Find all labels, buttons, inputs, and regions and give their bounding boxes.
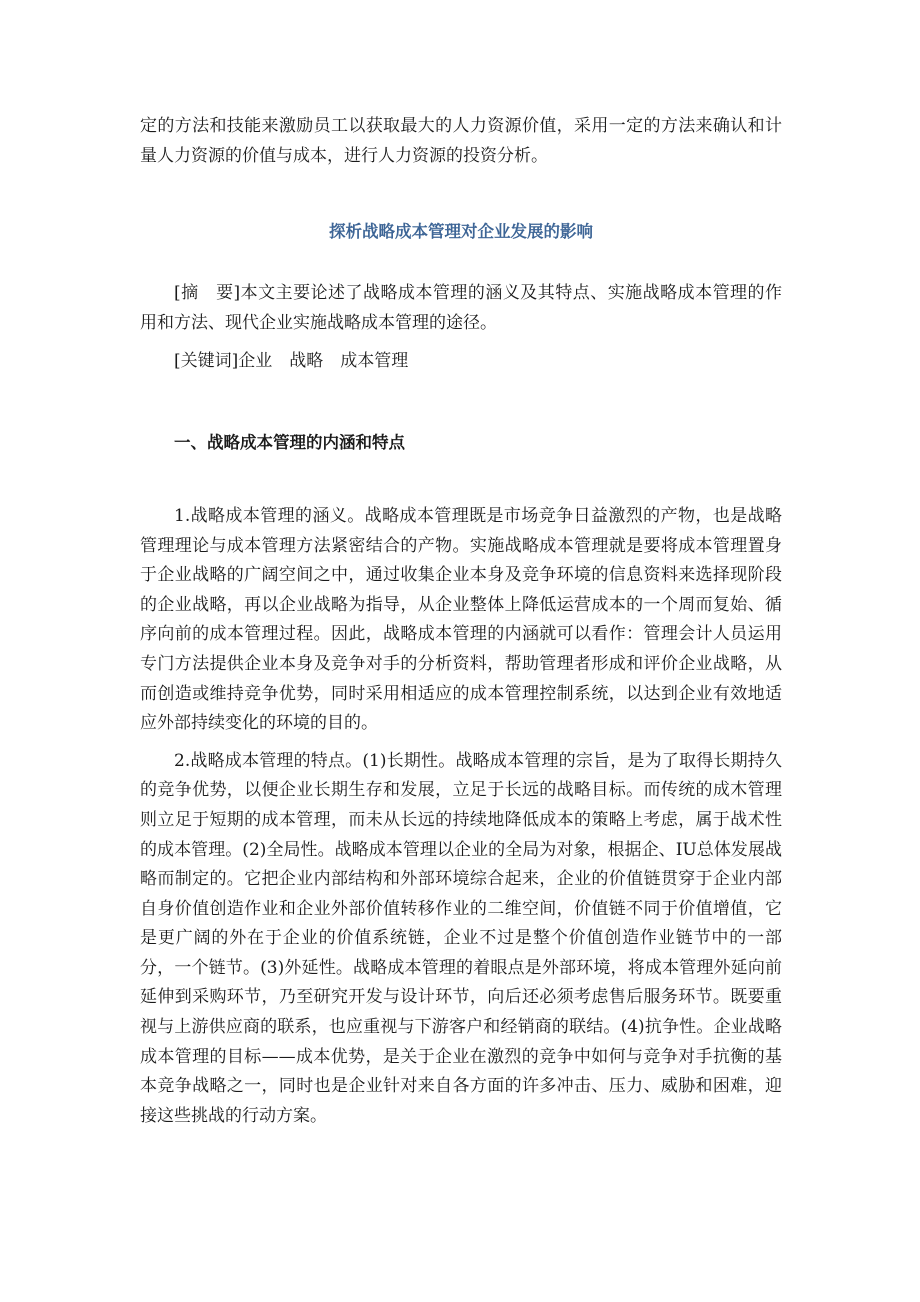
spacer [140, 244, 782, 279]
spacer [140, 338, 782, 347]
spacer [140, 171, 782, 220]
body-paragraph-2: 2.战略成本管理的特点。(1)长期性。战略成本管理的宗旨，是为了取得长期持久的竞争优势，以便企业长期生存和发展，立足于长远的战略目标。而传统的成木管理则立足于短期的成本管理，而未从长远的持续地降低成本的策略上考虑，属于战术性的成本管理。(2)全局性。战略成本管理以企业的全局为对象，根据企、IU总体发展战略而制定的。它把企业内部结构和外部环境综合起来，企业的价值链贯穿于企业内部自身价值创造作业和企业外部价值转移作业的二维空间，价值链不同于价值增值，它是更广阔的外在于企业的价值系统链，企业不过是整个价值创造作业链节中的一部分，一个链节。(3)外延性。战略成本管理的着眼点是外部环境，将成本管理外延向前延伸到采购环节，乃至研究开发与设计环节，向后还必须考虑售后服务环节。既要重视与上游供应商的联系，也应重视与下游客户和经销商的联结。(4)抗争性。企业战略成本管理的目标——成本优势，是关于企业在激烈的竞争中如何与竞争对手抗衡的基本竞争战略之一，同时也是企业针对来自各方面的许多冲击、压力、威胁和困难，迎接这些挑战的行动方案。 [140, 750, 782, 1126]
spacer [140, 739, 782, 747]
article-title: 探析战略成本管理对企业发展的影响 [329, 222, 593, 242]
keywords-paragraph: [关键词]企业 战略 成本管理 [174, 351, 409, 372]
intro-continuation-paragraph: 定的方法和技能来激励员工以获取最大的人力资源价值，采用一定的方法来确认和计量人力资源的价值与成本，进行人力资源的投资分析。 [140, 116, 782, 166]
section-heading: 一、战略成本管理的内涵和特点 [174, 432, 405, 452]
spacer [140, 377, 782, 431]
abstract-paragraph: [摘 要]本文主要论述了战略成本管理的涵义及其特点、实施战略成本管理的作用和方法、现代企业实施战略成本管理的途径。 [140, 283, 782, 333]
body-paragraph-1: 1.战略成本管理的涵义。战略成本管理既是市场竞争日益激烈的产物，也是战略管理理论与成本管理方法紧密结合的产物。实施战略成本管理就是要将成本管理置身于企业战略的广阔空间之中，通过收集企业本身及竞争环境的信息资料来选择现阶段的企业战略，再以企业战略为指导，从企业整体上降低运营成本的一个周而复始、循序向前的成本管理过程。因此，战略成本管理的内涵就可以看作：管理会计人员运用专门方法提供企业本身及竞争对手的分析资料，帮助管理者形成和评价企业战略，从而创造或维持竞争优势，同时采用相适应的成本管理控制系统，以达到企业有效地适应外部持续变化的环境的目的。 [140, 505, 782, 734]
document-body [140, 112, 782, 1131]
spacer [140, 455, 782, 502]
